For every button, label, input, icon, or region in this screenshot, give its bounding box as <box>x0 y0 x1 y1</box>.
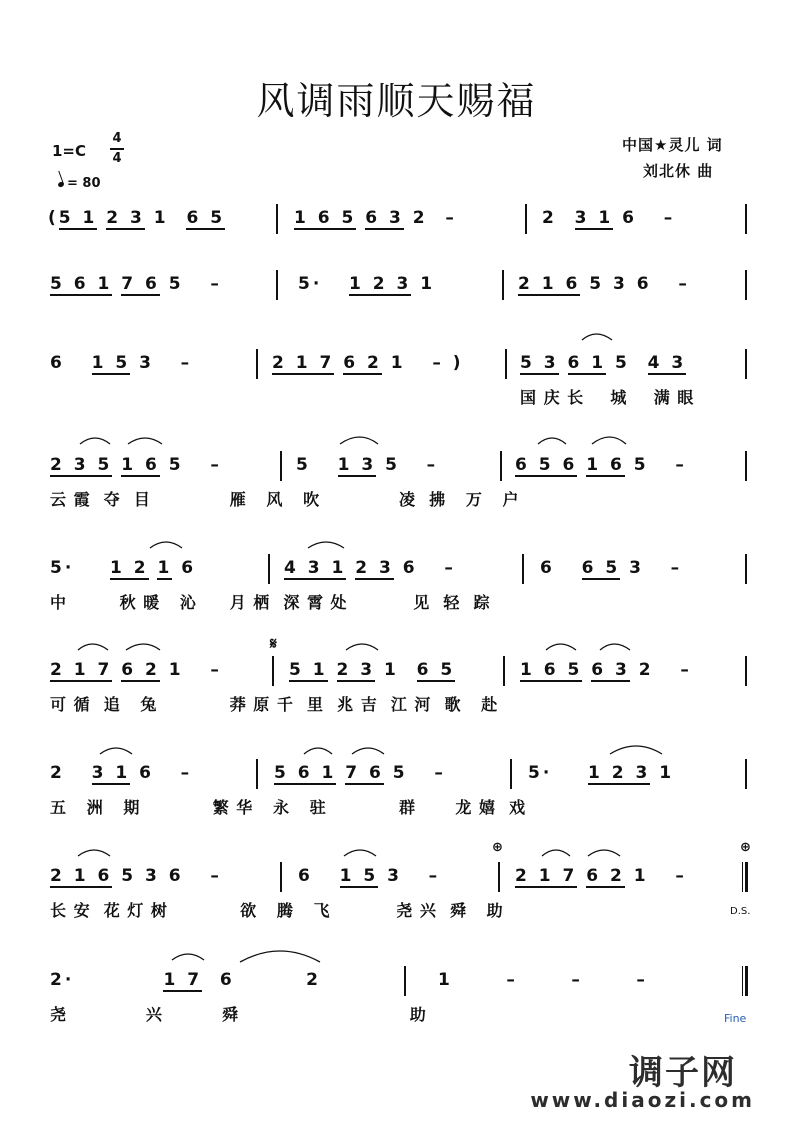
barline <box>505 349 507 379</box>
slur <box>352 748 384 754</box>
staff-line-7 <box>0 763 793 823</box>
barline <box>525 204 527 234</box>
measure-notes: 2 1 6 5 3 6 – <box>518 274 690 294</box>
barline <box>280 862 282 892</box>
barline <box>503 656 505 686</box>
lyrics-line: 可 循 追 兔 莽 原 千 里 兆 吉 江 河 歌 赴 <box>50 695 499 714</box>
time-signature <box>110 131 124 167</box>
lyrics-line: 国 庆 长 城 满 眼 <box>520 388 695 407</box>
lyrics-line: 中 秋 暖 沁 月 栖 深 霄 处 见 轻 踪 <box>50 593 491 612</box>
staff-line-9 <box>0 970 793 1030</box>
measure-notes: 5 1 3 5 – <box>296 455 439 475</box>
lyrics-line: 云 霞 夺 目 雁 风 吹 凌 拂 万 户 <box>50 490 520 509</box>
barline <box>745 451 747 481</box>
slur <box>78 850 110 856</box>
barline <box>745 759 747 789</box>
lyricist-credit: 中国★灵儿 词 <box>622 136 723 154</box>
score-title: 风调雨顺天赐福 <box>256 79 537 123</box>
staff-line-6 <box>0 634 793 720</box>
slur <box>126 644 160 650</box>
fine-marking: Fine <box>724 1012 747 1025</box>
measure-notes: 6 5 6 1 6 5 – <box>515 455 687 475</box>
measure-notes: 2 3 1 6 – <box>50 763 193 783</box>
barline <box>256 759 258 789</box>
measure-notes: 2 3 1 6 – <box>542 208 676 228</box>
tempo-marking <box>58 176 101 191</box>
staff-line-4 <box>0 455 793 515</box>
measure-notes: 6 1 5 3 – <box>50 353 193 373</box>
quarter-note-icon <box>57 181 64 188</box>
slur <box>100 748 132 754</box>
barline <box>498 862 500 892</box>
lyrics-line: 五 洲 期 繁 华 永 驻 群 龙 嬉 戏 <box>50 798 527 817</box>
slur <box>582 334 612 340</box>
measure-notes: 2 1 6 5 3 6 – <box>50 866 222 886</box>
barline <box>510 759 512 789</box>
barline <box>745 554 747 584</box>
barline <box>276 204 278 234</box>
measure-notes: 2 3 5 1 6 5 – <box>50 455 222 475</box>
slur <box>344 850 376 856</box>
final-barline <box>742 966 748 996</box>
barline <box>272 656 274 686</box>
watermark-url: www.diaozi.com <box>530 1088 755 1112</box>
ds-marking: D.S. <box>730 906 751 917</box>
time-divider <box>110 148 124 150</box>
slur <box>538 438 566 444</box>
measure-notes: 5· 1 2 3 1 <box>298 274 436 294</box>
staff-line-2 <box>0 274 793 334</box>
barline <box>404 966 406 996</box>
slur <box>172 954 204 960</box>
time-top: 4 <box>112 131 122 146</box>
barline <box>745 270 747 300</box>
staff-line-3 <box>0 353 793 413</box>
measure-notes: 1 – – – <box>438 970 648 990</box>
slur <box>78 644 108 650</box>
lyrics-line: 尧 兴 舜 助 <box>50 1005 427 1024</box>
barline <box>502 270 504 300</box>
measure-notes: 6 6 5 3 – <box>540 558 683 578</box>
key-signature: 1=C <box>52 142 87 160</box>
staff-line-5 <box>0 558 793 618</box>
measure-notes: 5 3 6 1 5 4 3 <box>520 353 687 373</box>
time-bottom: 4 <box>112 151 122 166</box>
barline <box>745 349 747 379</box>
double-barline <box>742 862 748 892</box>
measure-notes: 5 1 2 3 1 6 5 <box>289 660 456 680</box>
measure-notes: 2 1 7 6 2 1 – <box>515 866 687 886</box>
measure-notes: 5 6 1 7 6 5 – <box>50 274 222 294</box>
measure-notes: (5 1 2 3 1 6 5 <box>48 208 226 228</box>
measure-notes: 6 1 5 3 – <box>298 866 441 886</box>
slur <box>340 437 378 444</box>
slur <box>150 542 182 548</box>
slur <box>600 644 630 650</box>
lyrics-line: 长 安 花 灯 树 欲 腾 飞 尧 兴 舜 助 <box>50 901 504 920</box>
measure-notes: 2 1 7 6 2 1 – <box>50 660 222 680</box>
barline <box>280 451 282 481</box>
measure-notes: 5· 1 2 1 6 <box>50 558 197 578</box>
slur <box>128 438 162 444</box>
watermark-name: 调子网 <box>629 1053 737 1093</box>
slur <box>546 644 576 650</box>
measure-notes: 2· 1 7 6 2 <box>50 970 321 990</box>
slur <box>240 951 320 962</box>
slur <box>542 850 570 856</box>
barline <box>256 349 258 379</box>
slur <box>308 542 344 548</box>
slur <box>304 748 332 754</box>
coda-mark-end: ⊕ <box>740 840 751 855</box>
slur <box>610 746 662 754</box>
barline <box>268 554 270 584</box>
coda-mark: ⊕ <box>492 840 503 855</box>
composer-credit: 刘北休 曲 <box>643 162 714 180</box>
measure-notes: 1 6 5 6 3 2 – <box>520 660 692 680</box>
measure-notes: 5 6 1 7 6 5 – <box>274 763 446 783</box>
tempo-value: = 80 <box>67 176 101 191</box>
barline <box>522 554 524 584</box>
slur <box>592 437 626 444</box>
segno-mark: 𝄋 <box>270 634 277 653</box>
slur <box>80 438 110 444</box>
staff-line-8 <box>0 840 793 926</box>
measure-notes: 4 3 1 2 3 6 – <box>284 558 456 578</box>
barline <box>745 204 747 234</box>
measure-notes: 1 6 5 6 3 2 – <box>294 208 457 228</box>
slur <box>346 644 378 650</box>
barline <box>500 451 502 481</box>
staff-line-1 <box>0 208 793 268</box>
barline <box>745 656 747 686</box>
measure-notes: 2 1 7 6 2 1 – ) <box>272 353 464 373</box>
measure-notes: 5· 1 2 3 1 <box>528 763 675 783</box>
barline <box>276 270 278 300</box>
slur <box>588 850 620 856</box>
